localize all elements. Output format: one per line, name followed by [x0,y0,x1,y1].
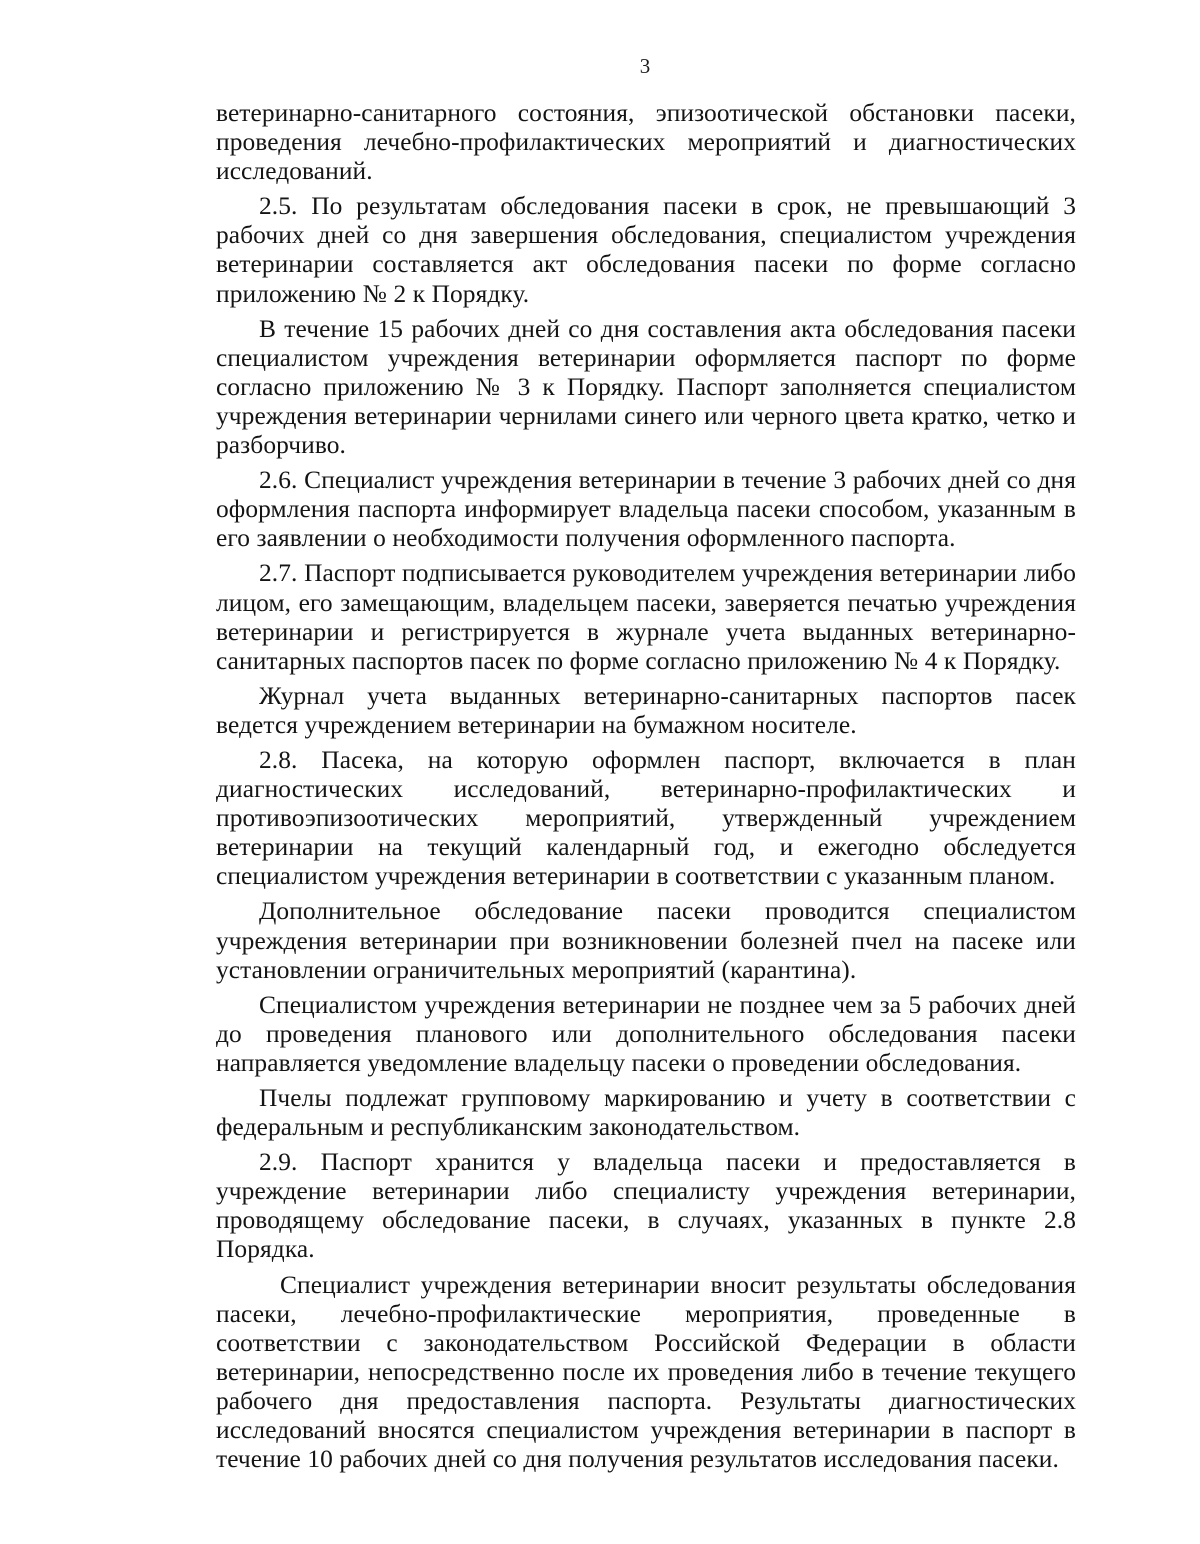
paragraph-2-6: 2.6. Специалист учреждения ветеринарии в течение 3 рабочих дней со дня оформления паспорта информирует владельца пасеки способом, указанным в его заявлении о необходимости получения оформленного паспорта. [216,466,1076,553]
paragraph-passport-issuance: В течение 15 рабочих дней со дня составления акта обследования пасеки специалистом учреждения ветеринарии оформляется паспорт по форме согласно приложению № 3 к Порядку. Паспорт заполняется специалистом учреждения ветеринарии чернилами синего или черного цвета кратко, четко и разборчиво. [216,314,1076,460]
page-number: 3 [639,54,651,78]
paragraph-continuation: ветеринарно-санитарного состояния, эпизоотической обстановки пасеки, проведения лечебно-профилактических мероприятий и диагностических исследований. [216,99,1076,186]
paragraph-2-9: 2.9. Паспорт хранится у владельца пасеки и предоставляется в учреждение ветеринарии либо специалисту учреждения ветеринарии, проводящему обследование пасеки, в случаях, указанных в пункте 2.8 Порядка. [216,1148,1076,1264]
paragraph-2-5: 2.5. По результатам обследования пасеки в срок, не превышающий 3 рабочих дней со дня завершения обследования, специалистом учреждения ветеринарии составляется акт обследования пасеки по форме согласно приложению № 2 к Порядку. [216,192,1076,308]
paragraph-journal: Журнал учета выданных ветеринарно-санитарных паспортов пасек ведется учреждением ветеринарии на бумажном носителе. [216,681,1076,739]
paragraph-notification: Специалистом учреждения ветеринарии не позднее чем за 5 рабочих дней до проведения планового или дополнительного обследования пасеки направляется уведомление владельцу пасеки о проведении обследования. [216,990,1076,1077]
paragraph-bee-marking: Пчелы подлежат групповому маркированию и учету в соответствии с федеральным и республиканским законодательством. [216,1084,1076,1142]
paragraph-results-entry: Специалист учреждения ветеринарии вносит результаты обследования пасеки, лечебно-профилактические мероприятия, проведенные в соответствии с законодательством Российской Федерации в области ветеринарии, непосредственно после их проведения либо в течение текущего рабочего дня предоставления паспорта. Результаты диагностических исследований вносятся специалистом учреждения ветеринарии в паспорт в течение 10 рабочих дней со дня получения результатов исследования пасеки. [216,1270,1076,1474]
paragraph-2-7: 2.7. Паспорт подписывается руководителем учреждения ветеринарии либо лицом, его замещающим, владельцем пасеки, заверяется печатью учреждения ветеринарии и регистрируется в журнале учета выданных ветеринарно-санитарных паспортов пасек по форме согласно приложению № 4 к Порядку. [216,559,1076,675]
paragraph-additional-inspection: Дополнительное обследование пасеки проводится специалистом учреждения ветеринарии при возникновении болезней пчел на пасеке или установлении ограничительных мероприятий (карантина). [216,897,1076,984]
paragraph-2-8: 2.8. Пасека, на которую оформлен паспорт, включается в план диагностических исследований, ветеринарно-профилактических и противоэпизоотических мероприятий, утвержденный учреждением ветеринарии на текущий календарный год, и ежегодно обследуется специалистом учреждения ветеринарии в соответствии с указанным планом. [216,745,1076,891]
document-body [216,99,1076,1480]
